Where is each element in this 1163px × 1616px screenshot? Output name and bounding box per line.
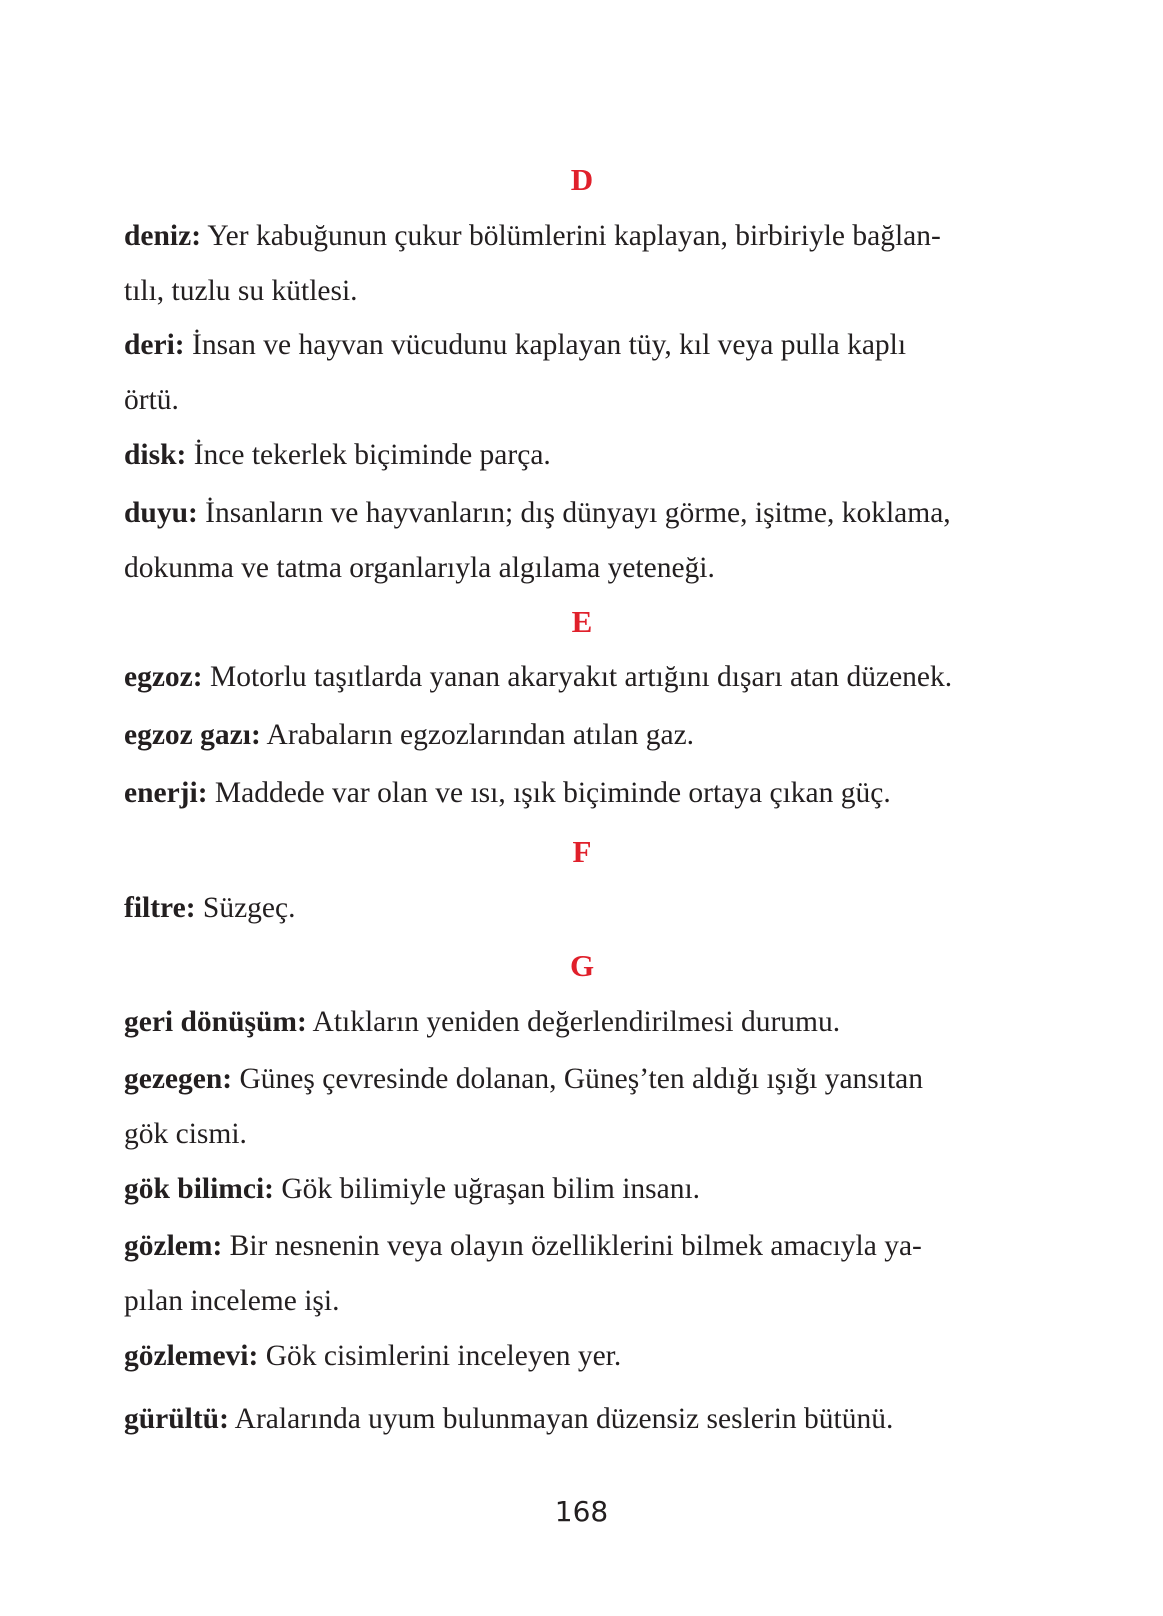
glossary-entry-deniz xyxy=(124,209,1040,319)
glossary-entry-filtre xyxy=(124,881,1040,936)
entry-term: enerji: xyxy=(124,777,208,809)
entry-term: gezegen: xyxy=(124,1063,233,1095)
entry-definition-continued: pılan inceleme işi. xyxy=(124,1285,340,1317)
glossary-entry-geri-donusum xyxy=(124,995,1040,1050)
entry-term: gözlem: xyxy=(124,1230,223,1262)
entry-definition: Motorlu taşıtlarda yanan akaryakıt artığını dışarı atan düzenek. xyxy=(209,661,953,693)
entry-definition: Aralarında uyum bulunmayan düzensiz seslerin bütünü. xyxy=(234,1403,894,1435)
entry-definition: Atıkların yeniden değerlendirilmesi durumu. xyxy=(312,1006,841,1038)
entry-term: gürültü: xyxy=(124,1403,229,1435)
entry-definition: Maddede var olan ve ısı, ışık biçiminde ortaya çıkan güç. xyxy=(214,777,891,809)
entry-definition-continued: dokunma ve tatma organlarıyla algılama yeteneği. xyxy=(124,552,715,584)
entry-term: filtre: xyxy=(124,892,196,924)
glossary-entry-deri xyxy=(124,318,1040,428)
glossary-entry-duyu xyxy=(124,486,1040,596)
glossary-entry-gurultu xyxy=(124,1392,1040,1447)
entry-term: deri: xyxy=(124,329,185,361)
entry-term: gök bilimci: xyxy=(124,1173,274,1205)
glossary-entry-disk xyxy=(124,428,1040,483)
glossary-entry-gozlemevi xyxy=(124,1329,1040,1384)
page-number: 168 xyxy=(554,1495,609,1528)
entry-definition: Gök bilimiyle uğraşan bilim insanı. xyxy=(281,1173,701,1205)
entry-definition-continued: örtü. xyxy=(124,384,179,416)
glossary-entry-enerji xyxy=(124,766,1040,821)
entry-definition: Güneş çevresinde dolanan, Güneş’ten aldığı ışığı yansıtan xyxy=(239,1063,924,1095)
glossary-entry-gok-bilimci xyxy=(124,1162,1040,1217)
entry-definition: Yer kabuğunun çukur bölümlerini kaplayan, birbiriyle bağlan- xyxy=(207,220,941,252)
entry-definition-continued: tılı, tuzlu su kütlesi. xyxy=(124,275,358,307)
glossary-page xyxy=(124,0,1040,1616)
section-letter-g: G xyxy=(569,948,595,983)
entry-term: egzoz gazı: xyxy=(124,719,261,751)
entry-definition: Gök cisimlerini inceleyen yer. xyxy=(265,1340,622,1372)
section-letter-d: D xyxy=(570,162,594,197)
entry-term: egzoz: xyxy=(124,661,203,693)
glossary-entry-gozlem xyxy=(124,1219,1040,1329)
entry-term: geri dönüşüm: xyxy=(124,1006,307,1038)
entry-definition-continued: gök cismi. xyxy=(124,1118,247,1150)
entry-definition: İnsan ve hayvan vücudunu kaplayan tüy, kıl veya pulla kaplı xyxy=(192,329,907,361)
entry-term: disk: xyxy=(124,439,187,471)
glossary-entry-egzoz-gazi xyxy=(124,708,1040,763)
entry-definition: Süzgeç. xyxy=(202,892,296,924)
entry-term: deniz: xyxy=(124,220,202,252)
entry-definition: Bir nesnenin veya olayın özelliklerini bilmek amacıyla ya- xyxy=(229,1230,922,1262)
glossary-entry-egzoz xyxy=(124,650,1040,705)
entry-term: duyu: xyxy=(124,497,198,529)
entry-definition: İnce tekerlek biçiminde parça. xyxy=(193,439,551,471)
section-letter-f: F xyxy=(572,834,592,869)
entry-definition: Arabaların egzozlarından atılan gaz. xyxy=(266,719,695,751)
entry-definition: İnsanların ve hayvanların; dış dünyayı görme, işitme, koklama, xyxy=(205,497,951,529)
entry-term: gözlemevi: xyxy=(124,1340,259,1372)
section-letter-e: E xyxy=(571,604,593,639)
glossary-entry-gezegen xyxy=(124,1052,1040,1162)
